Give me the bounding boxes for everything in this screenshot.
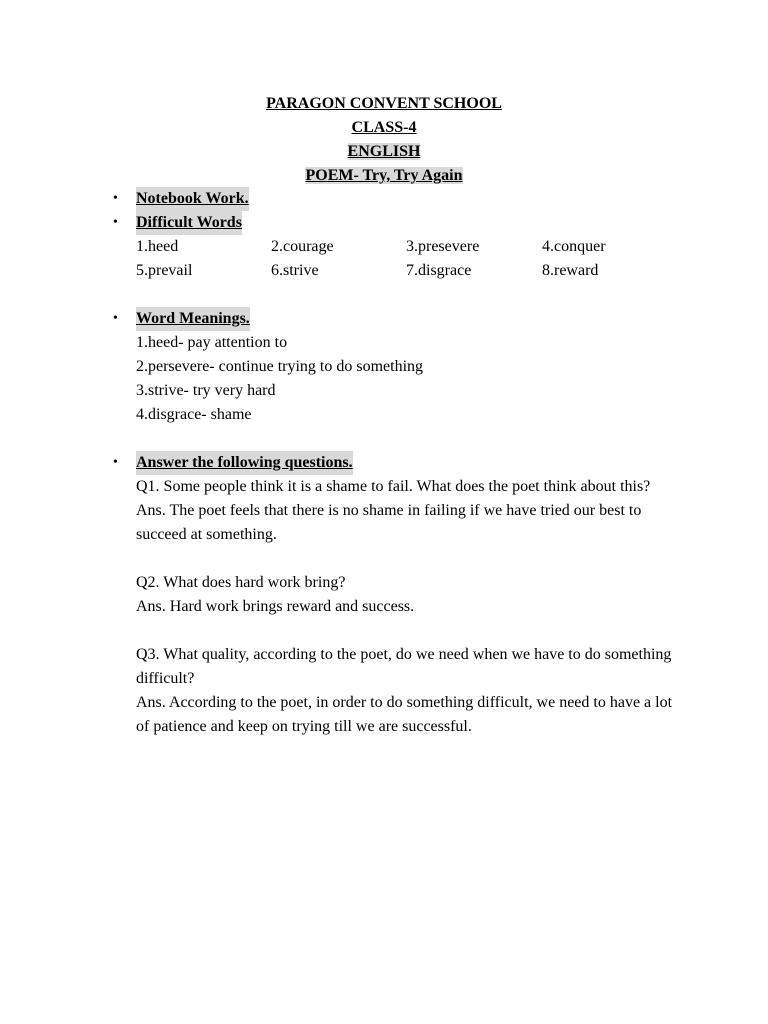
- class-title: CLASS-4: [351, 119, 417, 136]
- bullet-icon: •: [113, 215, 118, 230]
- word-item: 8.reward: [542, 262, 599, 279]
- question-text: Q3. What quality, according to the poet, do we need when we have to do something difficult?: [136, 646, 672, 687]
- answer-text: Ans. The poet feels that there is no shame in failing if we have tried our best to succeed at something.: [136, 502, 642, 543]
- meaning-item: 3.strive- try very hard: [136, 382, 276, 399]
- section-notebook-work: [0, 187, 768, 211]
- section-word-meanings: [0, 307, 768, 331]
- word-meanings-list: [136, 331, 681, 427]
- section-answer-questions: [0, 451, 768, 475]
- section-heading: Word Meanings.: [136, 307, 250, 331]
- bullet-icon: •: [113, 191, 118, 206]
- word-item: 6.strive: [271, 262, 319, 279]
- section-heading: Answer the following questions.: [136, 451, 353, 475]
- bullet-icon: •: [113, 455, 118, 470]
- question-2: [136, 571, 681, 619]
- subject-title: ENGLISH: [347, 143, 421, 160]
- section-difficult-words: [0, 211, 768, 235]
- document-header: [0, 92, 768, 188]
- bullet-icon: •: [113, 311, 118, 326]
- question-3: [136, 643, 681, 739]
- question-text: Q2. What does hard work bring?: [136, 574, 346, 591]
- difficult-words-grid: [0, 235, 768, 283]
- answer-text: Ans. Hard work brings reward and success.: [136, 598, 415, 615]
- meaning-item: 2.persevere- continue trying to do something: [136, 358, 424, 375]
- meaning-item: 1.heed- pay attention to: [136, 334, 288, 351]
- word-item: 1.heed: [136, 238, 179, 255]
- word-item: 2.courage: [271, 238, 334, 255]
- meaning-item: 4.disgrace- shame: [136, 406, 252, 423]
- word-item: 3.presevere: [406, 238, 480, 255]
- section-heading: Difficult Words: [136, 211, 242, 235]
- word-item: 4.conquer: [542, 238, 606, 255]
- poem-title: POEM- Try, Try Again: [305, 167, 463, 184]
- question-1: [136, 475, 681, 547]
- school-name: PARAGON CONVENT SCHOOL: [266, 95, 502, 112]
- section-heading: Notebook Work.: [136, 187, 249, 211]
- answer-text: Ans. According to the poet, in order to do something difficult, we need to have a lot of patience and keep on trying till we are successful.: [136, 694, 673, 735]
- document-body: [0, 187, 768, 739]
- question-text: Q1. Some people think it is a shame to fail. What does the poet think about this?: [136, 478, 651, 495]
- word-item: 7.disgrace: [406, 262, 472, 279]
- word-item: 5.prevail: [136, 262, 193, 279]
